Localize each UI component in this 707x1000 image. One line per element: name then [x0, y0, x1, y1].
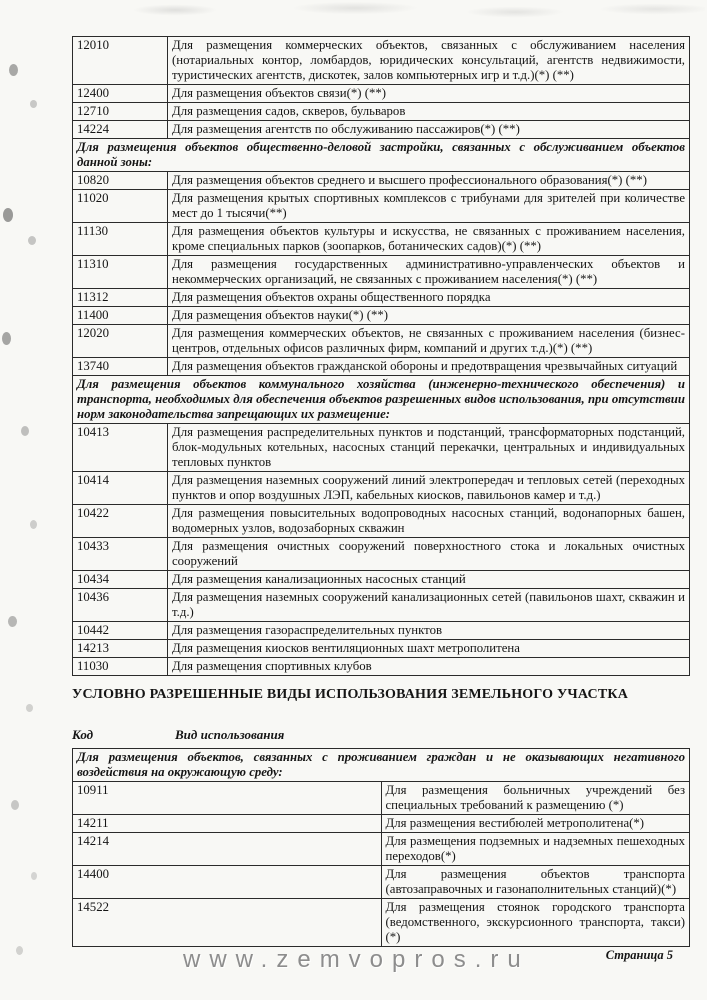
document-content	[72, 36, 690, 947]
table-row	[73, 640, 690, 658]
page-number: Страница 5	[605, 948, 673, 962]
code-cell: 10413	[73, 424, 168, 472]
use-cell: Для размещения вестибюлей метрополитена(*)	[381, 815, 690, 833]
code-cell: 13740	[73, 358, 168, 376]
table-row	[73, 358, 690, 376]
code-cell: 10442	[73, 622, 168, 640]
scan-artifact	[2, 332, 11, 345]
table-row	[73, 833, 690, 866]
use-cell: Для размещения агентств по обслуживанию пассажиров(*) (**)	[168, 121, 690, 139]
code-cell: 11400	[73, 307, 168, 325]
table-row	[73, 505, 690, 538]
table-section-row	[73, 749, 690, 782]
watermark: www.zemvopros.ru	[183, 946, 530, 973]
column-headers	[72, 727, 690, 743]
use-cell: Для размещения распределительных пунктов и подстанций, трансформаторных подстанций, блок-модульных котельных, насосных станций перекачки, центральных и индивидуальных тепловых пунктов	[168, 424, 690, 472]
use-cell: Для размещения канализационных насосных станций	[168, 571, 690, 589]
code-cell: 10433	[73, 538, 168, 571]
use-cell: Для размещения коммерческих объектов, связанных с обслуживанием населения (нотариальных контор, ломбардов, юридических консультаций, агентств недвижимости, туристических агентств, дискотек, залов компьютерных игр и т.д.)(*) (**)	[168, 37, 690, 85]
table-row	[73, 622, 690, 640]
use-cell: Для размещения крытых спортивных комплексов с трибунами для зрителей при количестве мест до 1 тысячи(**)	[168, 190, 690, 223]
use-cell: Для размещения коммерческих объектов, не связанных с проживанием населения (бизнес-центров, отдельных офисов различных фирм, компаний и других т.д.)(*) (**)	[168, 325, 690, 358]
use-cell: Для размещения наземных сооружений линий электропередач и тепловых сетей (переходных пунктов и опор воздушных ЛЭП, кабельных киосков, павильонов камер и т.д.)	[168, 472, 690, 505]
scan-artifact	[31, 872, 37, 880]
use-cell: Для размещения очистных сооружений поверхностного стока и локальных очистных сооружений	[168, 538, 690, 571]
use-cell: Для размещения садов, скверов, бульваров	[168, 103, 690, 121]
table-row	[73, 37, 690, 85]
table-row	[73, 782, 690, 815]
code-cell: 12400	[73, 85, 168, 103]
scan-artifact	[16, 946, 23, 955]
table-row	[73, 256, 690, 289]
table-row	[73, 658, 690, 676]
conditional-uses-heading: УСЛОВНО РАЗРЕШЕННЫЕ ВИДЫ ИСПОЛЬЗОВАНИЯ ЗЕМЕЛЬНОГО УЧАСТКА	[72, 687, 629, 702]
code-cell: 10414	[73, 472, 168, 505]
table-section-row	[73, 376, 690, 424]
scan-artifact	[21, 426, 29, 436]
scan-artifact	[26, 704, 33, 712]
table-row	[73, 472, 690, 505]
table-row	[73, 866, 690, 899]
table-row	[73, 589, 690, 622]
section-label: Для размещения объектов общественно-деловой застройки, связанных с обслуживанием объектов данной зоны:	[73, 139, 690, 172]
table-row	[73, 172, 690, 190]
scan-artifact	[11, 800, 19, 810]
code-cell: 10911	[73, 782, 382, 815]
scan-artifact	[55, 0, 705, 28]
table-row	[73, 815, 690, 833]
use-cell: Для размещения подземных и надземных пешеходных переходов(*)	[381, 833, 690, 866]
code-cell: 14522	[73, 899, 382, 947]
code-cell: 12710	[73, 103, 168, 121]
section-label: Для размещения объектов, связанных с проживанием граждан и не оказывающих негативного воздействия на окружающую среду:	[73, 749, 690, 782]
use-cell: Для размещения государственных административно-управленческих объектов и некоммерческих организаций, не связанных с проживанием населения(*) (**)	[168, 256, 690, 289]
use-cell: Для размещения объектов охраны общественного порядка	[168, 289, 690, 307]
permitted-uses-table	[72, 36, 690, 676]
scan-artifact	[3, 208, 13, 222]
scan-artifact	[8, 616, 17, 627]
code-cell: 10436	[73, 589, 168, 622]
code-column-header: Код	[72, 727, 94, 742]
code-cell: 14400	[73, 866, 382, 899]
code-cell: 12010	[73, 37, 168, 85]
table-row	[73, 121, 690, 139]
scan-artifact	[30, 100, 37, 108]
permitted-uses-table-body	[73, 37, 690, 676]
code-cell: 11030	[73, 658, 168, 676]
use-cell: Для размещения стоянок городского транспорта (ведомственного, экскурсионного транспорта, такси)(*)	[381, 899, 690, 947]
scan-artifact	[28, 236, 36, 245]
table-row	[73, 307, 690, 325]
code-cell: 10422	[73, 505, 168, 538]
table-row	[73, 424, 690, 472]
use-cell: Для размещения больничных учреждений без специальных требований к размещению (*)	[381, 782, 690, 815]
use-cell: Для размещения объектов транспорта (автозаправочных и газонаполнительных станций)(*)	[381, 866, 690, 899]
conditional-uses-table	[72, 748, 690, 947]
table-row	[73, 85, 690, 103]
code-cell: 11130	[73, 223, 168, 256]
code-cell: 11312	[73, 289, 168, 307]
section-label: Для размещения объектов коммунального хозяйства (инженерно-технического обеспечения) и транспорта, необходимых для обеспечения объектов разрешенных видов использования, при отсутствии норм законодательства запрещающих их размещение:	[73, 376, 690, 424]
use-column-header: Вид использования	[175, 727, 285, 742]
code-cell: 12020	[73, 325, 168, 358]
scan-artifact	[30, 520, 37, 529]
code-cell: 11020	[73, 190, 168, 223]
use-cell: Для размещения наземных сооружений канализационных сетей (павильонов шахт, скважин и т.д.)	[168, 589, 690, 622]
use-cell: Для размещения объектов связи(*) (**)	[168, 85, 690, 103]
use-cell: Для размещения объектов среднего и высшего профессионального образования(*) (**)	[168, 172, 690, 190]
use-cell: Для размещения объектов гражданской обороны и предотвращения чрезвычайных ситуаций	[168, 358, 690, 376]
table-row	[73, 223, 690, 256]
use-cell: Для размещения объектов науки(*) (**)	[168, 307, 690, 325]
code-cell: 14214	[73, 833, 382, 866]
scan-artifact	[9, 64, 18, 76]
table-row	[73, 190, 690, 223]
table-row	[73, 538, 690, 571]
table-row	[73, 289, 690, 307]
code-cell: 11310	[73, 256, 168, 289]
code-cell: 14213	[73, 640, 168, 658]
conditional-uses-table-body	[73, 749, 690, 947]
table-row	[73, 571, 690, 589]
code-cell: 14224	[73, 121, 168, 139]
use-cell: Для размещения объектов культуры и искусства, не связанных с проживанием населения, кроме специальных парков (зоопарков, ботанических садов)(*) (**)	[168, 223, 690, 256]
use-cell: Для размещения спортивных клубов	[168, 658, 690, 676]
table-section-row	[73, 139, 690, 172]
code-cell: 14211	[73, 815, 382, 833]
use-cell: Для размещения газораспределительных пунктов	[168, 622, 690, 640]
code-cell: 10820	[73, 172, 168, 190]
use-cell: Для размещения повысительных водопроводных насосных станций, водонапорных башен, водомерных узлов, водозаборных скважин	[168, 505, 690, 538]
table-row	[73, 899, 690, 947]
code-cell: 10434	[73, 571, 168, 589]
use-cell: Для размещения киосков вентиляционных шахт метрополитена	[168, 640, 690, 658]
table-row	[73, 103, 690, 121]
table-row	[73, 325, 690, 358]
